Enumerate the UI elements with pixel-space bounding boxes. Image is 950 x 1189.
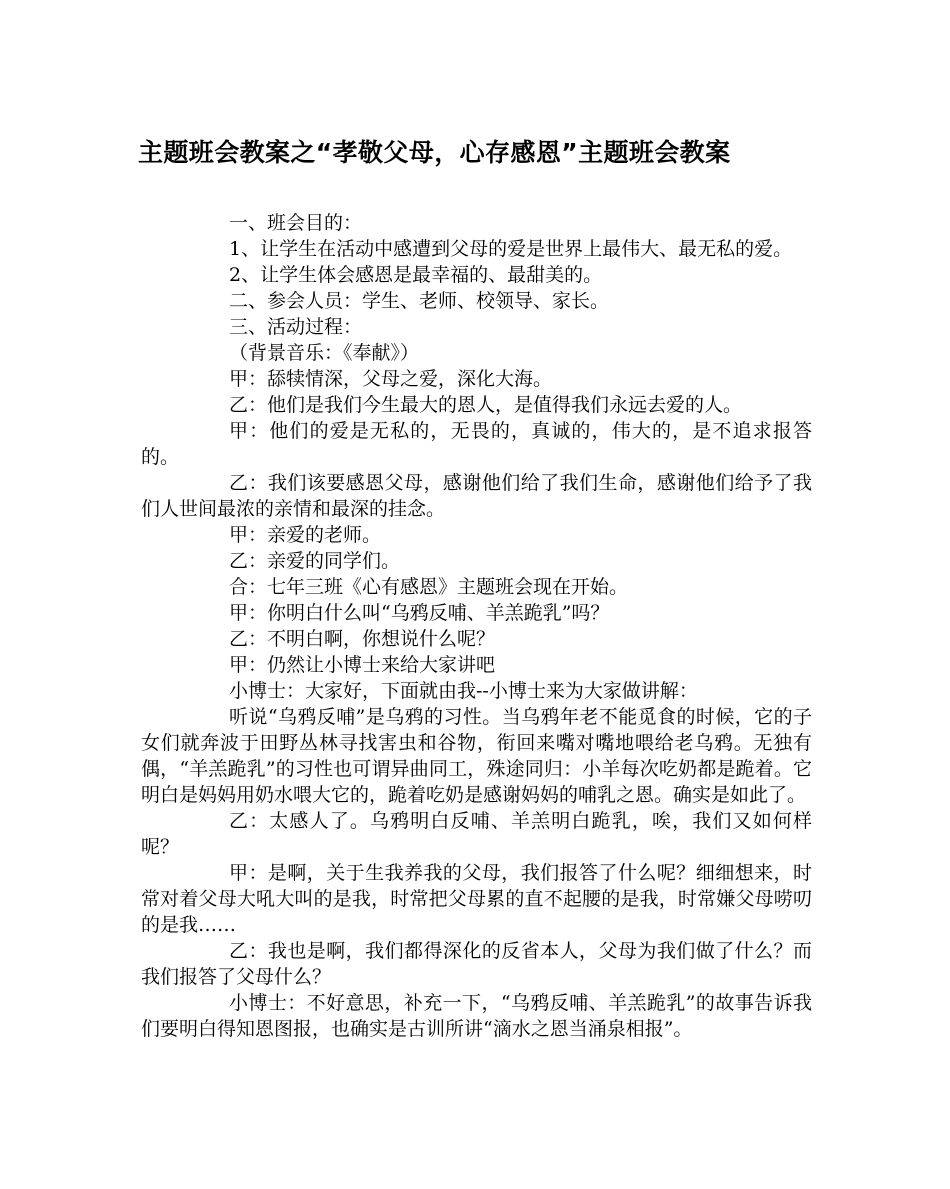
paragraph: 听说“乌鸦反哺”是乌鸦的习性。当乌鸦年老不能觅食的时候，它的子女们就奔波于田野丛林寻找害虫和谷物，衔回来嘴对嘴地喂给老乌鸦。无独有偶，“羊羔跪乳”的习性也可谓异曲同工，殊途同归：小羊每次吃奶都是跪着。它明白是妈妈用奶水喂大它的，跪着吃奶是感谢妈妈的哺乳之恩。确实是如此了。	[141, 706, 812, 806]
paragraph: 甲：舔犊情深，父母之爱，深化大海。	[229, 368, 553, 390]
paragraph: 乙：我们该要感恩父母，感谢他们给了我们生命，感谢他们给予了我们人世间最浓的亲情和最深的挂念。	[141, 472, 812, 520]
paragraph: 甲：你明白什么叫“乌鸦反哺、羊羔跪乳”吗？	[229, 602, 610, 624]
paragraph: 二、参会人员：学生、老师、校领导、家长。	[229, 290, 610, 312]
paragraph: 甲：他们的爱是无私的，无畏的，真诚的，伟大的，是不追求报答的。	[141, 420, 812, 468]
paragraph: 甲：仍然让小博士来给大家讲吧	[229, 654, 496, 676]
paragraph: 三、活动过程：	[229, 316, 363, 338]
paragraph: 一、班会目的：	[229, 212, 363, 234]
paragraph: 小博士：大家好，下面就由我--小博士来为大家做讲解：	[229, 680, 698, 702]
document-title: 主题班会教案之“孝敬父母，心存感恩”主题班会教案	[138, 138, 731, 167]
paragraph: 2、让学生体会感恩是最幸福的、最甜美的。	[229, 264, 603, 286]
paragraph: 合：七年三班《心有感恩》主题班会现在开始。	[229, 576, 629, 598]
paragraph: 甲：是啊，关于生我养我的父母，我们报答了什么呢？细细想来，时常对着父母大吼大叫的是我，时常把父母累的直不起腰的是我，时常嫌父母唠叨的是我……	[141, 862, 812, 936]
paragraph: 乙：他们是我们今生最大的恩人，是值得我们永远去爱的人。	[229, 394, 743, 416]
paragraph: （背景音乐：《奉献》）	[229, 342, 420, 364]
paragraph: 甲：亲爱的老师。	[229, 524, 382, 546]
paragraph: 小博士：不好意思，补充一下，“乌鸦反哺、羊羔跪乳”的故事告诉我们要明白得知恩图报，也确实是古训所讲“滴水之恩当涌泉相报”。	[141, 992, 812, 1040]
paragraph: 乙：我也是啊，我们都得深化的反省本人，父母为我们做了什么？而我们报答了父母什么？	[141, 940, 812, 988]
paragraph: 乙：不明白啊，你想说什么呢？	[229, 628, 496, 650]
paragraph: 1、让学生在活动中感遭到父母的爱是世界上最伟大、最无私的爱。	[229, 238, 793, 260]
paragraph: 乙：太感人了。乌鸦明白反哺、羊羔明白跪乳，唉，我们又如何样呢？	[141, 810, 812, 858]
document-body	[141, 210, 812, 1042]
paragraph: 乙：亲爱的同学们。	[229, 550, 401, 572]
